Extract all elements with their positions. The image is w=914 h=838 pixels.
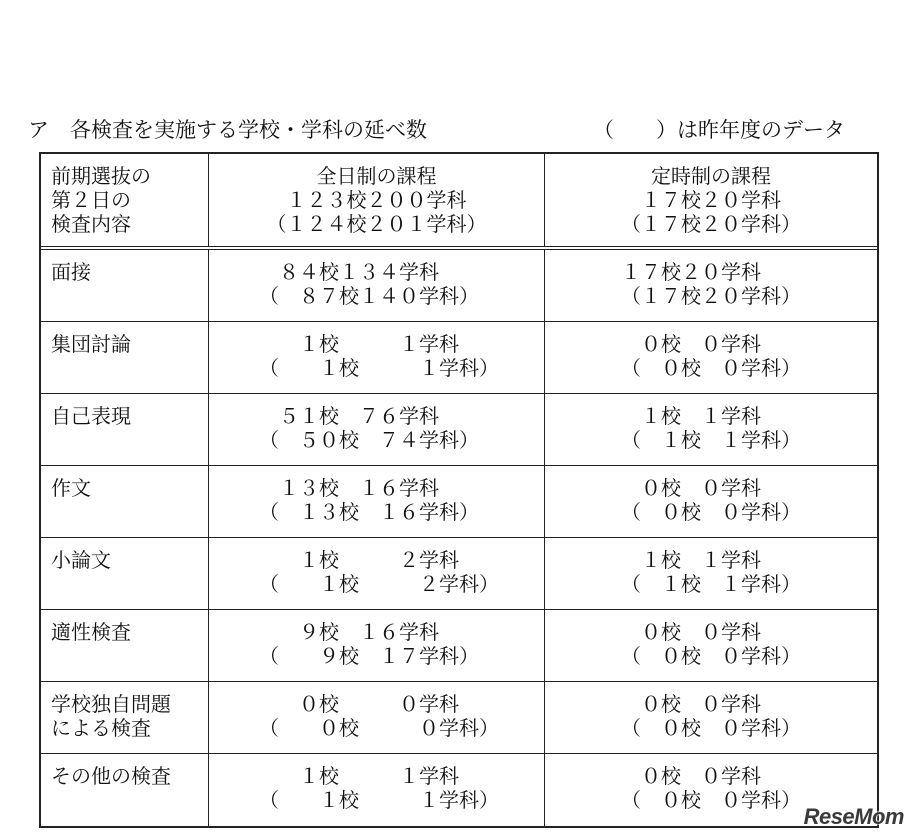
fulltime-cell	[209, 610, 545, 681]
caption-title: ア 各検査を実施する学校・学科の延べ数	[28, 118, 427, 142]
row-label: 面接	[51, 260, 91, 284]
fulltime-current: １校 １学科	[259, 764, 459, 788]
parttime-cell	[545, 682, 877, 753]
fulltime-cell	[209, 466, 545, 537]
fulltime-current: ５１校 ７６学科	[259, 404, 439, 428]
fulltime-current: ８４校１３４学科	[259, 260, 439, 284]
parttime-cell	[545, 322, 877, 393]
parttime-previous: （ ０校 ０学科）	[621, 788, 801, 812]
row-label: 学校独自問題	[51, 692, 171, 716]
parttime-previous: （１７校２０学科）	[621, 284, 801, 308]
fulltime-previous: （ ８７校１４０学科）	[259, 284, 479, 308]
parttime-previous: （ ０校 ０学科）	[621, 356, 801, 380]
fulltime-cell	[209, 250, 545, 321]
table-row	[41, 682, 877, 754]
parttime-cell	[545, 250, 877, 321]
parttime-current: ０校 ０学科	[621, 620, 761, 644]
header-label-line: 第２日の	[51, 188, 131, 212]
header-parttime-prev: （１７校２０学科）	[621, 212, 801, 236]
parttime-previous: （ ０校 ０学科）	[621, 716, 801, 740]
row-label-cell	[41, 394, 209, 465]
row-label-cell	[41, 466, 209, 537]
header-fulltime-total: １２３校２００学科	[286, 188, 467, 212]
parttime-previous: （ ０校 ０学科）	[621, 500, 801, 524]
row-label-cell	[41, 610, 209, 681]
row-label: 自己表現	[51, 404, 131, 428]
row-label: 適性検査	[51, 620, 131, 644]
row-label: 作文	[51, 476, 91, 500]
parttime-current: １校 １学科	[621, 404, 761, 428]
resemom-watermark: ReseMom	[803, 804, 904, 829]
parttime-cell	[545, 466, 877, 537]
parttime-cell	[545, 538, 877, 609]
parttime-cell	[545, 610, 877, 681]
header-fulltime-cell	[209, 154, 545, 246]
fulltime-previous: （ １校 １学科）	[259, 788, 499, 812]
row-label-cell	[41, 754, 209, 826]
fulltime-cell	[209, 538, 545, 609]
parttime-current: ０校 ０学科	[621, 332, 761, 356]
header-label-line: 前期選抜の	[51, 164, 151, 188]
table-row	[41, 538, 877, 610]
row-label-cell	[41, 538, 209, 609]
parttime-previous: （ １校 １学科）	[621, 428, 801, 452]
row-label: 小論文	[51, 548, 111, 572]
header-fulltime-title: 全日制の課程	[316, 164, 437, 188]
parttime-cell	[545, 394, 877, 465]
fulltime-cell	[209, 682, 545, 753]
row-label: その他の検査	[51, 764, 171, 788]
fulltime-cell	[209, 754, 545, 826]
table-row	[41, 250, 877, 322]
row-label: 集団討論	[51, 332, 131, 356]
row-label: による検査	[51, 716, 151, 740]
header-parttime-total: １７校２０学科	[641, 188, 781, 212]
fulltime-current: １３校 １６学科	[259, 476, 439, 500]
parttime-current: １校 １学科	[621, 548, 761, 572]
table-row	[41, 322, 877, 394]
parttime-previous: （ １校 １学科）	[621, 572, 801, 596]
fulltime-current: １校 ２学科	[259, 548, 459, 572]
table-row	[41, 394, 877, 466]
fulltime-previous: （ ９校 １７学科）	[259, 644, 479, 668]
fulltime-previous: （ １校 ２学科）	[259, 572, 499, 596]
fulltime-current: ０校 ０学科	[259, 692, 459, 716]
fulltime-previous: （ １３校 １６学科）	[259, 500, 479, 524]
fulltime-previous: （ ０校 ０学科）	[259, 716, 499, 740]
header-fulltime-prev: （１２４校２０１学科）	[266, 212, 487, 236]
fulltime-current: ９校 １６学科	[259, 620, 439, 644]
row-label-cell	[41, 250, 209, 321]
fulltime-current: １校 １学科	[259, 332, 459, 356]
row-label-cell	[41, 682, 209, 753]
parttime-current: ０校 ０学科	[621, 764, 761, 788]
row-label-cell	[41, 322, 209, 393]
fulltime-previous: （ ５０校 ７４学科）	[259, 428, 479, 452]
parttime-current: １７校２０学科	[621, 260, 761, 284]
header-parttime-cell	[545, 154, 877, 246]
fulltime-cell	[209, 322, 545, 393]
header-label-cell	[41, 154, 209, 246]
table-row	[41, 466, 877, 538]
fulltime-cell	[209, 394, 545, 465]
header-label-line: 検査内容	[51, 212, 131, 236]
fulltime-previous: （ １校 １学科）	[259, 356, 499, 380]
caption-note: （ ）は昨年度のデータ	[593, 118, 845, 142]
table-header-row	[41, 154, 877, 250]
inspection-table	[39, 152, 879, 828]
parttime-current: ０校 ０学科	[621, 476, 761, 500]
table-row	[41, 610, 877, 682]
header-parttime-title: 定時制の課程	[651, 164, 771, 188]
table-caption	[28, 116, 878, 144]
table-row	[41, 754, 877, 826]
parttime-previous: （ ０校 ０学科）	[621, 644, 801, 668]
parttime-current: ０校 ０学科	[621, 692, 761, 716]
